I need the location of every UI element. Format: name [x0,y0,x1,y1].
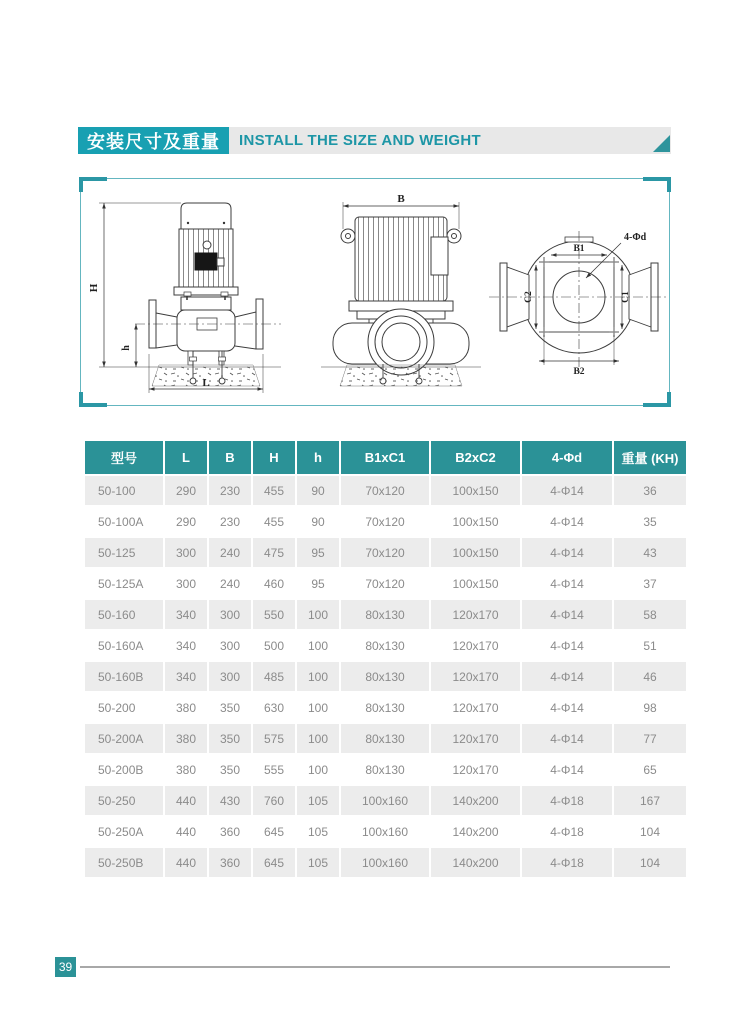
corner-triangle-icon [653,135,670,152]
value-cell: 300 [165,569,207,598]
side-view-drawing [321,217,481,386]
table-row [85,538,686,567]
dim-label-L: L [202,377,210,389]
page-number-badge: 39 [55,957,76,977]
value-cell: 95 [297,538,339,567]
model-cell: 50-200 [85,693,163,722]
value-cell: 4-Φ18 [522,817,612,846]
value-cell: 140x200 [431,817,520,846]
value-cell: 300 [209,631,251,660]
dim-label-C2: C2 [524,291,534,303]
table-row [85,662,686,691]
value-cell: 4-Φ14 [522,476,612,505]
value-cell: 350 [209,755,251,784]
value-cell: 500 [253,631,295,660]
value-cell: 105 [297,817,339,846]
model-cell: 50-250B [85,848,163,877]
value-cell: 645 [253,848,295,877]
value-cell: 440 [165,848,207,877]
value-cell: 300 [165,538,207,567]
dim-label-B1: B1 [573,244,585,254]
footer-divider [80,966,670,968]
value-cell: 380 [165,693,207,722]
value-cell: 575 [253,724,295,753]
value-cell: 105 [297,848,339,877]
value-cell: 90 [297,507,339,536]
value-cell: 455 [253,476,295,505]
value-cell: 290 [165,476,207,505]
value-cell: 4-Φ14 [522,569,612,598]
column-header: B [209,441,251,474]
value-cell: 104 [614,817,686,846]
column-header: h [297,441,339,474]
value-cell: 4-Φ18 [522,848,612,877]
value-cell: 4-Φ14 [522,693,612,722]
column-header: B2xC2 [431,441,520,474]
value-cell: 4-Φ14 [522,600,612,629]
model-cell: 50-200A [85,724,163,753]
value-cell: 340 [165,600,207,629]
value-cell: 100 [297,662,339,691]
value-cell: 80x130 [341,724,429,753]
model-cell: 50-200B [85,755,163,784]
value-cell: 360 [209,817,251,846]
value-cell: 100 [297,600,339,629]
value-cell: 100x150 [431,476,520,505]
value-cell: 475 [253,538,295,567]
column-header: 型号 [85,441,163,474]
value-cell: 167 [614,786,686,815]
value-cell: 100 [297,631,339,660]
value-cell: 58 [614,600,686,629]
value-cell: 100 [297,724,339,753]
table-row [85,724,686,753]
value-cell: 290 [165,507,207,536]
dim-label-h: h [121,345,132,351]
value-cell: 90 [297,476,339,505]
section-title-zh: 安装尺寸及重量 [78,127,229,154]
value-cell: 105 [297,786,339,815]
value-cell: 80x130 [341,755,429,784]
column-header: L [165,441,207,474]
value-cell: 340 [165,631,207,660]
value-cell: 440 [165,786,207,815]
table-row [85,631,686,660]
value-cell: 4-Φ14 [522,538,612,567]
value-cell: 100x150 [431,538,520,567]
dim-label-C1: C1 [621,291,631,303]
value-cell: 98 [614,693,686,722]
value-cell: 100 [297,693,339,722]
value-cell: 46 [614,662,686,691]
value-cell: 80x130 [341,693,429,722]
value-cell: 104 [614,848,686,877]
value-cell: 460 [253,569,295,598]
table-row [85,476,686,505]
model-cell: 50-250A [85,817,163,846]
value-cell: 340 [165,662,207,691]
value-cell: 70x120 [341,569,429,598]
value-cell: 120x170 [431,631,520,660]
model-cell: 50-160A [85,631,163,660]
value-cell: 555 [253,755,295,784]
column-header: 4-Φd [522,441,612,474]
value-cell: 300 [209,600,251,629]
table-row [85,848,686,877]
value-cell: 645 [253,817,295,846]
dimension-diagram-panel [80,178,670,406]
value-cell: 37 [614,569,686,598]
value-cell: 35 [614,507,686,536]
model-cell: 50-100 [85,476,163,505]
dim-label-holes: 4-Φd [624,232,647,243]
model-cell: 50-160 [85,600,163,629]
value-cell: 95 [297,569,339,598]
value-cell: 455 [253,507,295,536]
column-header: B1xC1 [341,441,429,474]
value-cell: 70x120 [341,538,429,567]
model-cell: 50-160B [85,662,163,691]
value-cell: 4-Φ14 [522,631,612,660]
model-cell: 50-125 [85,538,163,567]
value-cell: 4-Φ14 [522,755,612,784]
value-cell: 100x150 [431,507,520,536]
dim-label-B: B [397,193,405,205]
value-cell: 43 [614,538,686,567]
value-cell: 120x170 [431,724,520,753]
value-cell: 240 [209,538,251,567]
model-cell: 50-125A [85,569,163,598]
value-cell: 70x120 [341,507,429,536]
model-cell: 50-250 [85,786,163,815]
value-cell: 440 [165,817,207,846]
value-cell: 65 [614,755,686,784]
table-row [85,817,686,846]
value-cell: 120x170 [431,600,520,629]
value-cell: 380 [165,724,207,753]
value-cell: 100x160 [341,848,429,877]
value-cell: 80x130 [341,631,429,660]
value-cell: 350 [209,693,251,722]
value-cell: 4-Φ14 [522,507,612,536]
value-cell: 80x130 [341,600,429,629]
table-row [85,600,686,629]
value-cell: 140x200 [431,786,520,815]
value-cell: 230 [209,476,251,505]
value-cell: 100x160 [341,786,429,815]
section-title-bar [229,127,671,154]
value-cell: 240 [209,569,251,598]
value-cell: 120x170 [431,693,520,722]
table-row [85,507,686,536]
pump-dimension-drawing [81,179,669,405]
value-cell: 360 [209,848,251,877]
value-cell: 4-Φ14 [522,724,612,753]
table-row [85,786,686,815]
spec-table-header [85,441,686,474]
table-row [85,569,686,598]
dim-label-B2: B2 [573,367,585,377]
value-cell: 430 [209,786,251,815]
value-cell: 4-Φ18 [522,786,612,815]
value-cell: 80x130 [341,662,429,691]
value-cell: 230 [209,507,251,536]
column-header: H [253,441,295,474]
front-view-drawing [133,203,281,386]
value-cell: 4-Φ14 [522,662,612,691]
value-cell: 350 [209,724,251,753]
spec-table [83,439,688,879]
value-cell: 140x200 [431,848,520,877]
value-cell: 630 [253,693,295,722]
table-row [85,755,686,784]
value-cell: 77 [614,724,686,753]
model-cell: 50-100A [85,507,163,536]
value-cell: 300 [209,662,251,691]
value-cell: 485 [253,662,295,691]
value-cell: 760 [253,786,295,815]
value-cell: 100x150 [431,569,520,598]
value-cell: 550 [253,600,295,629]
value-cell: 120x170 [431,662,520,691]
table-row [85,693,686,722]
value-cell: 120x170 [431,755,520,784]
spec-table-body [85,476,686,877]
value-cell: 100x160 [341,817,429,846]
column-header: 重量 (KH) [614,441,686,474]
dim-label-H: H [88,283,100,293]
section-title-en: INSTALL THE SIZE AND WEIGHT [239,132,481,149]
value-cell: 70x120 [341,476,429,505]
section-header [78,127,671,154]
value-cell: 36 [614,476,686,505]
value-cell: 100 [297,755,339,784]
value-cell: 51 [614,631,686,660]
value-cell: 380 [165,755,207,784]
